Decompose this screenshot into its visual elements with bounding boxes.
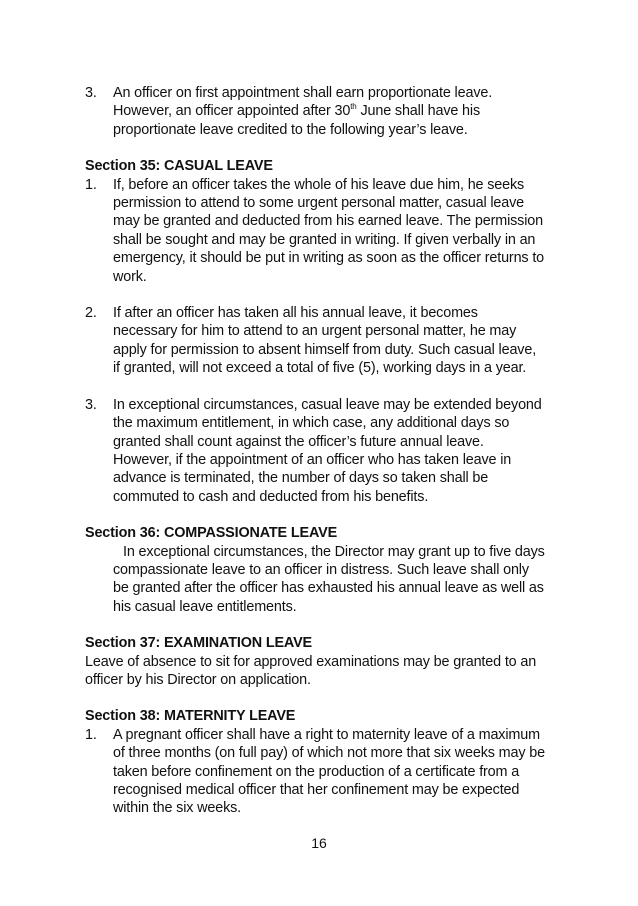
list-number: 1. xyxy=(85,726,97,743)
paragraph: In exceptional circumstances, the Director may grant up to five days compassionate leave to an officer in distress. Such leave shall only be granted after the officer has exhausted his annual leave as well as his casual leave entitlements. xyxy=(113,543,545,615)
paragraph-text: June shall have his proportionate leave credited to the following year’s leave. xyxy=(113,103,481,138)
superscript: th xyxy=(350,102,357,112)
paragraph: Leave of absence to sit for approved examinations may be granted to an officer by his Director on application. xyxy=(85,653,537,688)
list-number: 1. xyxy=(85,176,97,193)
list-item xyxy=(85,304,545,378)
paragraph: In exceptional circumstances, casual leave may be extended beyond the maximum entitlement, in which case, any additional days so granted shall count against the officer’s future annual leave. However, if the appointment of an officer who has taken leave in advance is terminated, the number of days so taken shall be commuted to cash and deducted from his benefits. xyxy=(113,396,542,505)
paragraph-text: An officer on first appointment shall earn proportionate leave. However, an officer appointed after 30 xyxy=(113,85,493,120)
list-item xyxy=(85,396,545,506)
list-number: 3. xyxy=(85,85,97,101)
section-37-heading: Section 37: EXAMINATION LEAVE xyxy=(85,635,312,652)
section-36-body xyxy=(85,543,545,617)
list-item xyxy=(85,176,545,286)
list-number: 2. xyxy=(85,305,97,322)
paragraph: If after an officer has taken all his annual leave, it becomes necessary for him to attend to an urgent personal matter, he may apply for permission to absent himself from duty. Such casual leave, if granted, will not exceed a total of five (5), working days in a year. xyxy=(113,305,537,377)
section-37-body xyxy=(85,653,545,690)
section-36-heading: Section 36: COMPASSIONATE LEAVE xyxy=(85,525,338,542)
list-number: 3. xyxy=(85,396,97,413)
intro-list-item xyxy=(85,84,545,139)
page-content xyxy=(85,84,545,818)
paragraph: If, before an officer takes the whole of his leave due him, he seeks permission to attend to some urgent personal matter, casual leave may be granted and deducted from his earned leave. The permission shall be sought and may be granted in writing. If given verbally in an emergency, it should be put in writing as soon as the officer returns to work. xyxy=(113,176,545,285)
paragraph: A pregnant officer shall have a right to maternity leave of a maximum of three months (on full pay) of which not more that six weeks may be taken before confinement on the production of a certificate from a recognised medical officer that her confinement may be expected within the six weeks. xyxy=(113,726,545,817)
section-35-heading: Section 35: CASUAL LEAVE xyxy=(85,158,273,175)
section-38-heading: Section 38: MATERNITY LEAVE xyxy=(85,708,296,725)
page-number: 16 xyxy=(311,835,327,851)
list-item xyxy=(85,726,545,818)
paragraph xyxy=(113,84,545,139)
